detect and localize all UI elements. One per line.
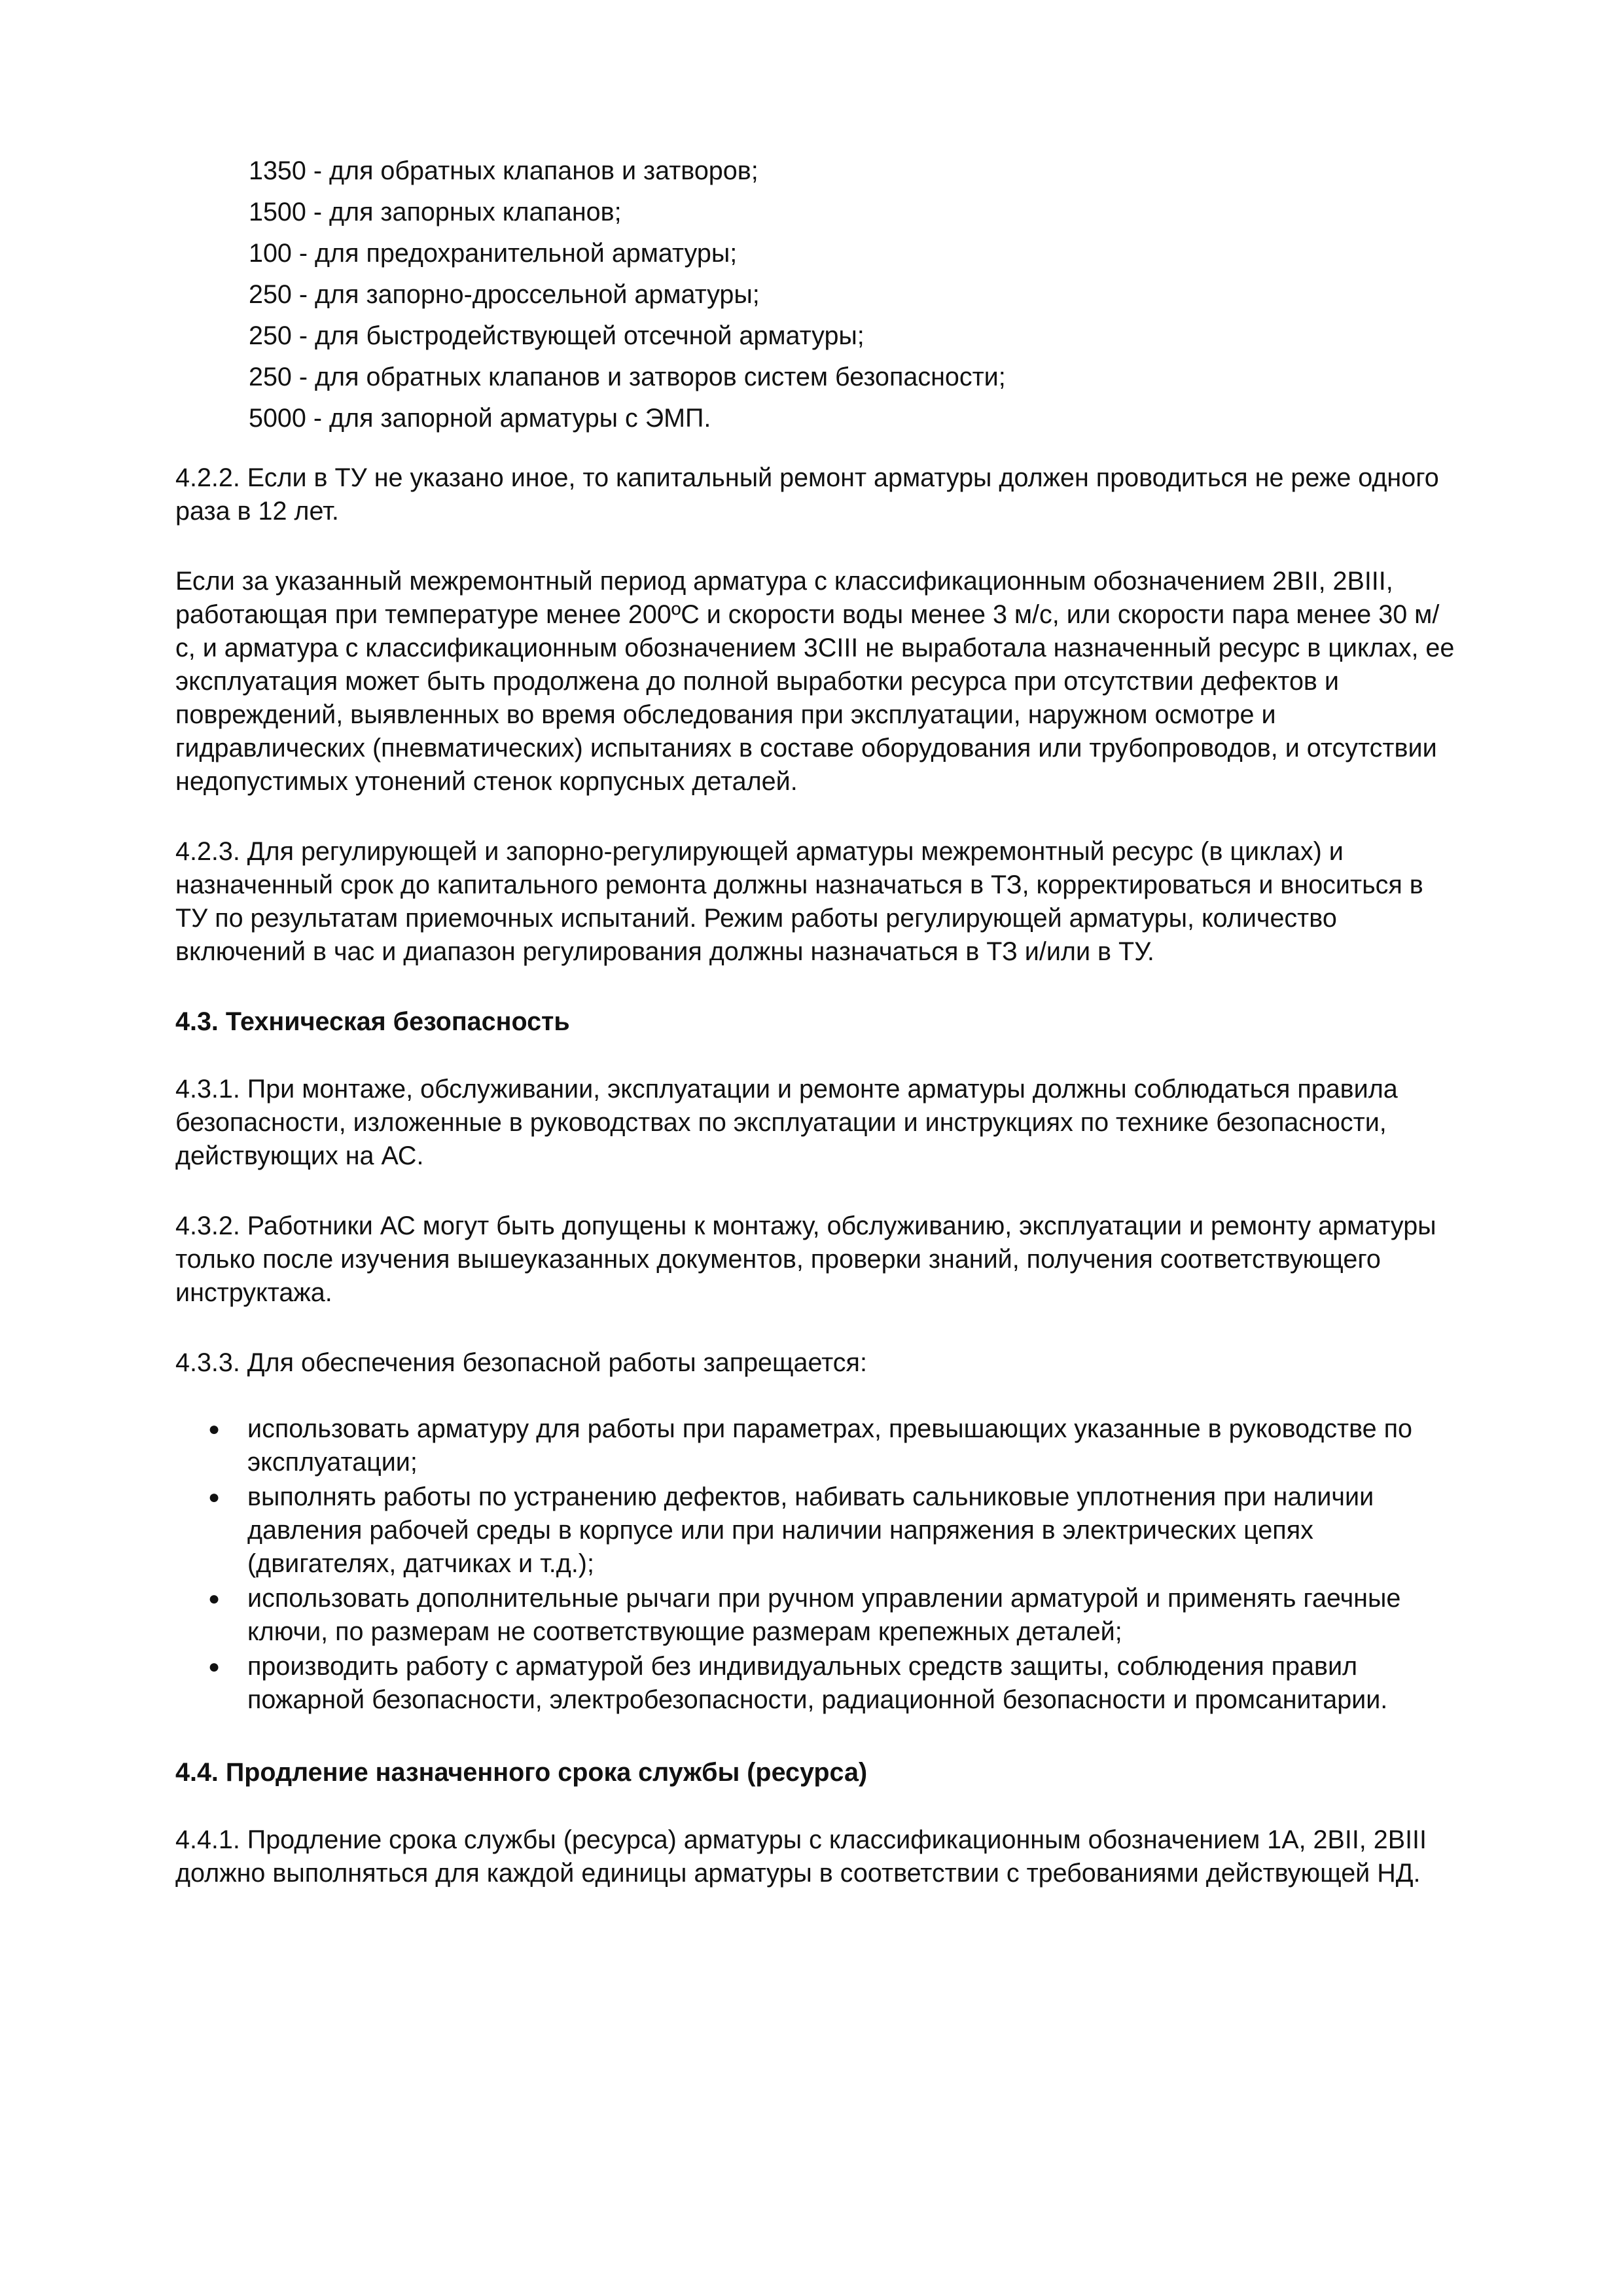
bullet-icon: ● xyxy=(208,1418,221,1440)
resource-list-item: 5000 - для запорной арматуры с ЭМП. xyxy=(249,404,711,433)
paragraph-interval-extension: Если за указанный межремонтный период арматура с классификационным обозначением 2ВII, 2ВIII, работающая при температуре менее 200ºС и скорости воды менее 3 м/с, или скорости пара менее 30 м/с, и арматура с классификационным обозначением 3СIII не выработала назначенный ресурс в циклах, ее эксплуатация может быть продолжена до полной выработки ресурса при отсутствии дефектов и повреждений, выявленных во время обследования при эксплуатации, наружном осмотре и гидравлических (пневматических) испытаниях в составе оборудования или трубопроводов, и отсутствии недопустимых утонений стенок корпусных деталей. xyxy=(175,567,1455,796)
resource-list-item: 1500 - для запорных клапанов; xyxy=(249,198,622,226)
paragraph-4-2-2: 4.2.2. Если в ТУ не указано иное, то капитальный ремонт арматуры должен проводиться не реже одного раза в 12 лет. xyxy=(175,463,1439,526)
section-heading-4-3: 4.3. Техническая безопасность xyxy=(175,1007,570,1036)
paragraph-4-2-3: 4.2.3. Для регулирующей и запорно-регулирующей арматуры межремонтный ресурс (в циклах) и назначенный срок до капитального ремонта должны назначаться в ТЗ, корректироваться и вноситься в ТУ по результатам приемочных испытаний. Режим работы регулирующей арматуры, количество включений в час и диапазон регулирования должны назначаться в ТЗ и/или в ТУ. xyxy=(175,837,1423,966)
list-item-text: выполнять работы по устранению дефектов, набивать сальниковые уплотнения при наличии давления рабочей среды в корпусе или при наличии напряжения в электрических цепях (двигателях, датчиках и т.д.); xyxy=(247,1482,1374,1578)
bullet-icon: ● xyxy=(208,1486,221,1508)
paragraph-4-4-1: 4.4.1. Продление срока службы (ресурса) арматуры с классификационным обозначением 1А, 2ВII, 2ВIII должно выполняться для каждой единицы арматуры в соответствии с требованиями действующей НД. xyxy=(175,1825,1427,1888)
prohibitions-list xyxy=(175,1412,1458,1717)
bullet-icon: ● xyxy=(208,1588,221,1609)
resource-list-item: 250 - для запорно-дроссельной арматуры; xyxy=(249,280,760,309)
list-item xyxy=(175,1582,1458,1649)
list-item-text: производить работу с арматурой без индивидуальных средств защиты, соблюдения правил пожарной безопасности, электробезопасности, радиационной безопасности и промсанитарии. xyxy=(247,1652,1388,1714)
list-item xyxy=(175,1480,1458,1581)
resource-list-item: 100 - для предохранительной арматуры; xyxy=(249,239,738,268)
list-item xyxy=(175,1412,1458,1479)
resource-list xyxy=(175,154,1458,435)
paragraph-4-3-3: 4.3.3. Для обеспечения безопасной работы запрещается: xyxy=(175,1348,867,1377)
resource-list-item: 250 - для обратных клапанов и затворов систем безопасности; xyxy=(249,363,1006,391)
bullet-icon: ● xyxy=(208,1656,221,1677)
resource-list-item: 1350 - для обратных клапанов и затворов; xyxy=(249,156,758,185)
list-item-text: использовать арматуру для работы при параметрах, превышающих указанные в руководстве по эксплуатации; xyxy=(247,1414,1412,1477)
section-heading-4-4: 4.4. Продление назначенного срока службы (ресурса) xyxy=(175,1758,868,1787)
paragraph-4-3-2: 4.3.2. Работники АС могут быть допущены к монтажу, обслуживанию, эксплуатации и ремонту арматуры только после изучения вышеуказанных документов, проверки знаний, получения соответствующего инструктажа. xyxy=(175,1211,1436,1307)
document-page xyxy=(175,154,1458,1927)
list-item-text: использовать дополнительные рычаги при ручном управлении арматурой и применять гаечные ключи, по размерам не соответствующие размерам крепежных деталей; xyxy=(247,1584,1401,1646)
list-item xyxy=(175,1650,1458,1717)
resource-list-item: 250 - для быстродействующей отсечной арматуры; xyxy=(249,321,865,350)
paragraph-4-3-1: 4.3.1. При монтаже, обслуживании, эксплуатации и ремонте арматуры должны соблюдаться правила безопасности, изложенные в руководствах по эксплуатации и инструкциях по технике безопасности, действующих на АС. xyxy=(175,1075,1398,1170)
